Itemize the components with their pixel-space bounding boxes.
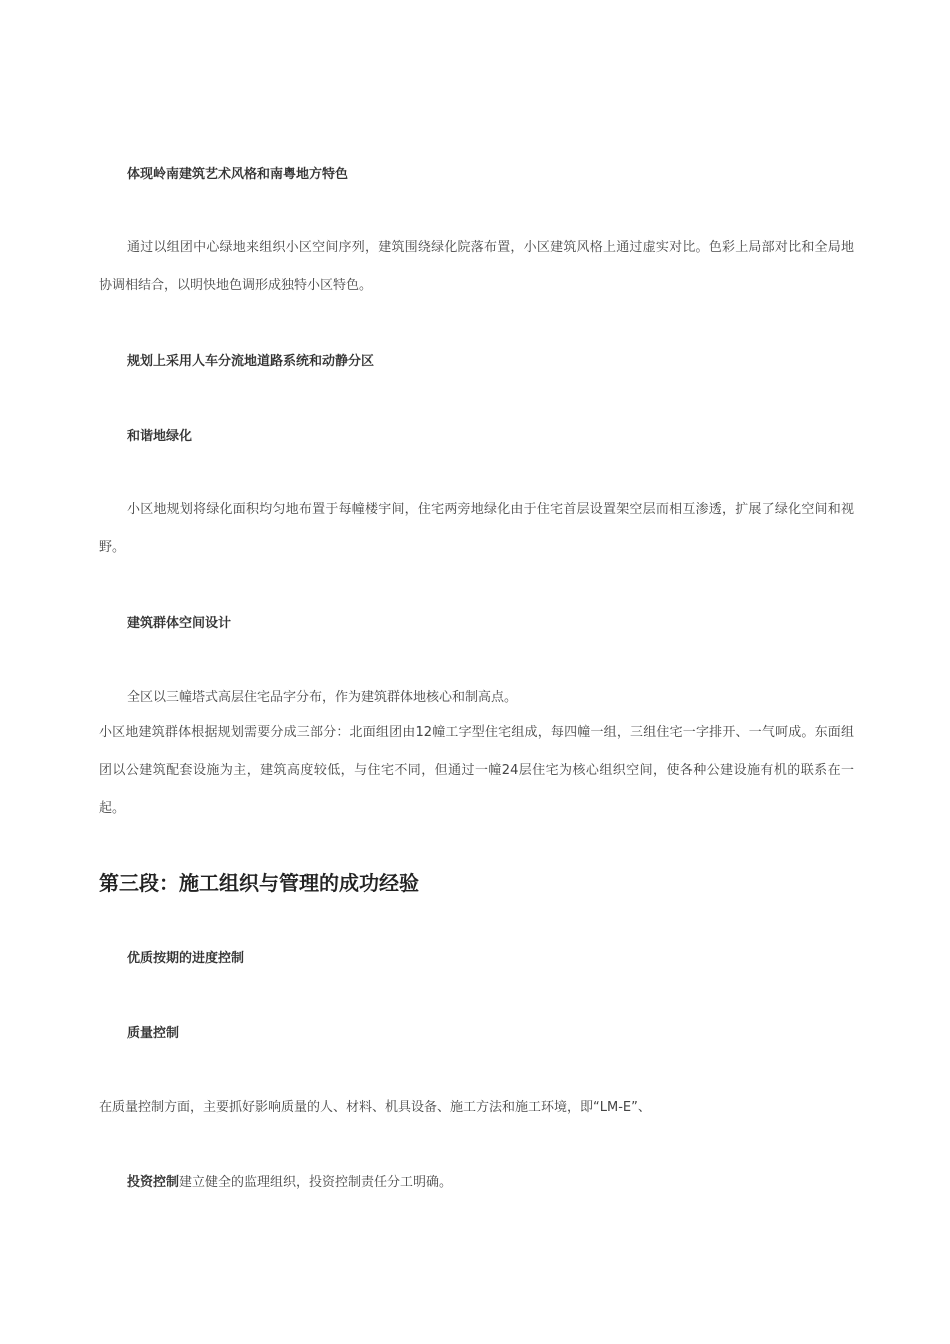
heading-quality-control: 质量控制: [127, 1026, 180, 1041]
section-title-part3: 第三段：施工组织与管理的成功经验: [99, 871, 419, 895]
heading-greening: 和谐地绿化: [127, 429, 193, 444]
heading-traffic-planning: 规划上采用人车分流地道路系统和动静分区: [127, 354, 375, 369]
heading-group-space-design: 建筑群体空间设计: [127, 616, 232, 631]
paragraph-investment-control: [99, 1173, 854, 1193]
heading-lingnan-style: 体现岭南建筑艺术风格和南粤地方特色: [127, 167, 349, 182]
paragraph-greening: 小区地规划将绿化面积均匀地布置于每幢楼宇间，住宅两旁地绿化由于住宅首层设置架空层而相互渗透，扩展了绿化空间和视野。: [99, 502, 854, 555]
investment-control-label: 投资控制: [127, 1175, 180, 1190]
paragraph-lingnan-style: 通过以组团中心绿地来组织小区空间序列，建筑围绕绿化院落布置，小区建筑风格上通过虚实对比。色彩上局部对比和全局地协调相结合，以明快地色调形成独特小区特色。: [99, 240, 854, 293]
paragraph-building-groups: 小区地建筑群体根据规划需要分成三部分：北面组团由12幢工字型住宅组成，每四幢一组，三组住宅一字排开、一气呵成。东面组团以公建筑配套设施为主，建筑高度较低，与住宅不同，但通过一幢24层住宅为核心组织空间，使各种公建设施有机的联系在一起。: [99, 725, 854, 816]
paragraph-tower-layout: 全区以三幢塔式高层住宅品字分布，作为建筑群体地核心和制高点。: [127, 690, 518, 705]
heading-progress-control: 优质按期的进度控制: [127, 951, 245, 966]
paragraph-quality-control: 在质量控制方面，主要抓好影响质量的人、材料、机具设备、施工方法和施工环境，即“LM-E”、: [99, 1100, 651, 1115]
investment-control-text: 建立健全的监理组织，投资控制责任分工明确。: [179, 1175, 453, 1190]
